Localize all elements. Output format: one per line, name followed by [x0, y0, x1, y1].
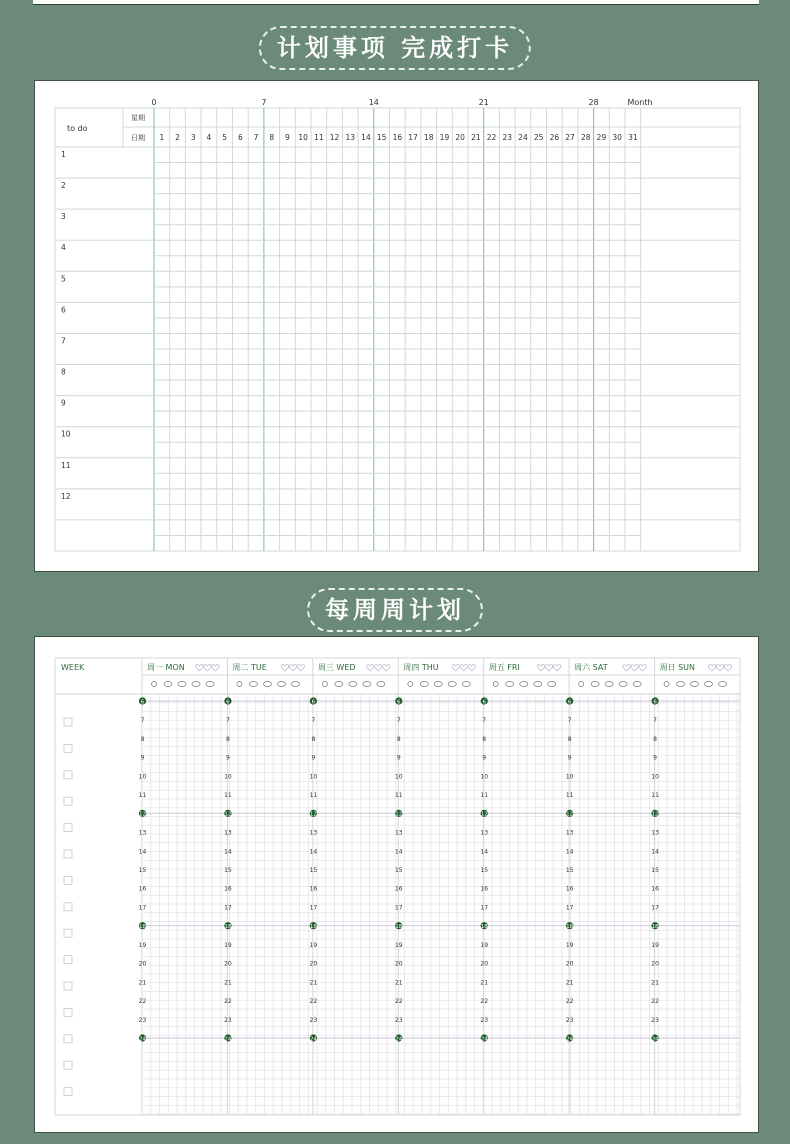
heart-icon: [537, 665, 544, 671]
heart-icon: [383, 665, 390, 671]
hour-label: 10: [138, 773, 147, 781]
weather-cloud-icon: [462, 682, 470, 687]
date-label: 8: [269, 133, 275, 142]
hour-label: 20: [651, 960, 659, 968]
weather-cloud-icon: [178, 682, 186, 687]
hour-label: 11: [651, 792, 659, 800]
date-label: 12: [329, 133, 340, 142]
hour-label: 22: [394, 998, 403, 1006]
task-row-number: 8: [61, 367, 66, 377]
hour-label-highlight: 18: [651, 923, 659, 930]
heart-icon: [545, 665, 552, 671]
hour-label: 15: [138, 867, 147, 874]
todo-checkbox: [64, 876, 72, 884]
hour-label-highlight: 6: [482, 699, 486, 706]
date-label: 21: [471, 133, 481, 142]
sun-icon: [664, 682, 669, 687]
task-row-number: 1: [61, 150, 66, 159]
task-row-number: 4: [61, 243, 66, 253]
hour-label: 16: [138, 885, 147, 893]
sun-icon: [152, 682, 157, 687]
week-marker: 28: [588, 98, 599, 107]
weekly-planner-sheet: [35, 637, 758, 1132]
hour-label: 23: [138, 1016, 147, 1024]
hour-label: 8: [653, 735, 657, 743]
date-label: 14: [361, 133, 371, 142]
todo-checkbox: [64, 1088, 72, 1096]
date-label: 6: [237, 133, 243, 142]
tracker-frame: [55, 108, 740, 551]
hour-label-highlight: 12: [309, 811, 317, 818]
weather-cloud-icon: [164, 682, 172, 687]
hour-label: 19: [224, 941, 232, 949]
weather-cloud-icon: [548, 682, 556, 687]
hour-label: 10: [309, 773, 318, 781]
hour-label: 16: [394, 885, 403, 893]
heart-icon: [297, 665, 304, 671]
heart-icon: [375, 665, 382, 671]
hour-label: 23: [565, 1016, 574, 1024]
hour-label: 10: [565, 773, 574, 781]
hour-label: 13: [309, 829, 318, 837]
weather-cloud-icon: [591, 682, 599, 687]
hour-label: 9: [311, 754, 316, 762]
hour-label-highlight: 6: [567, 699, 572, 706]
date-label: 11: [314, 133, 324, 142]
date-row-label: 日期: [131, 134, 145, 142]
hour-label: 15: [651, 867, 659, 874]
todo-checkbox: [64, 850, 72, 858]
hour-label-highlight: 12: [139, 811, 146, 818]
hour-label: 11: [565, 792, 574, 800]
hour-label: 22: [651, 998, 659, 1006]
weather-cloud-icon: [677, 682, 685, 687]
hour-label: 14: [565, 848, 574, 856]
hour-label: 14: [480, 848, 489, 856]
hour-label-highlight: 24: [309, 1036, 317, 1043]
date-label: 1: [159, 133, 165, 142]
hour-label: 9: [140, 754, 145, 762]
weather-cloud-icon: [705, 682, 713, 687]
hour-label: 7: [226, 717, 230, 725]
date-label: 19: [439, 133, 450, 142]
day-label: 周四 THU: [403, 663, 439, 672]
hour-label: 17: [138, 904, 147, 912]
todo-checkbox: [64, 903, 72, 911]
hour-label: 17: [224, 904, 232, 912]
hour-label: 8: [140, 735, 145, 743]
hour-label: 19: [394, 941, 403, 949]
hour-label: 10: [394, 773, 403, 781]
weather-cloud-icon: [534, 682, 542, 687]
task-row-number: 9: [61, 398, 66, 408]
habit-tracker-grid: [35, 81, 758, 571]
hour-label: 21: [309, 979, 318, 987]
weather-cloud-icon: [263, 682, 271, 687]
todo-checkbox: [64, 1061, 72, 1069]
sun-icon: [237, 682, 242, 687]
hour-label: 13: [480, 829, 489, 837]
date-label: 10: [298, 133, 308, 142]
hour-label-highlight: 12: [651, 811, 659, 818]
todo-checkbox: [64, 1035, 72, 1043]
hour-label: 19: [138, 941, 147, 949]
hour-label-highlight: 6: [140, 699, 145, 706]
todo-checkbox: [64, 744, 72, 752]
hour-label: 21: [651, 979, 659, 987]
hour-label: 23: [309, 1016, 318, 1024]
todo-checkbox: [64, 1008, 72, 1016]
weather-cloud-icon: [691, 682, 699, 687]
sun-icon: [493, 682, 498, 687]
date-label: 7: [253, 133, 259, 142]
hour-label-highlight: 12: [480, 811, 488, 818]
hour-label: 23: [651, 1016, 659, 1024]
weather-cloud-icon: [206, 682, 214, 687]
hour-label: 20: [309, 960, 318, 968]
hour-label: 19: [651, 941, 659, 949]
sun-icon: [408, 682, 413, 687]
weather-cloud-icon: [363, 682, 371, 687]
heart-icon: [460, 665, 467, 671]
hour-label: 13: [138, 829, 147, 837]
hour-label: 8: [567, 735, 572, 743]
todo-checkbox: [64, 824, 72, 832]
section-title-weekly: 每周周计划: [307, 588, 483, 632]
hour-label: 19: [309, 941, 318, 949]
date-label: 30: [612, 133, 622, 142]
hour-label: 9: [482, 754, 487, 762]
date-label: 9: [285, 133, 290, 142]
heart-icon: [631, 665, 638, 671]
week-marker: 14: [368, 98, 379, 107]
date-label: 22: [486, 133, 497, 142]
hour-label: 22: [138, 998, 147, 1006]
date-label: 5: [222, 133, 228, 142]
heart-icon: [289, 665, 296, 671]
hour-label: 10: [480, 773, 489, 781]
hour-label-highlight: 18: [395, 923, 403, 930]
heart-icon: [623, 665, 630, 671]
top-page-strip: [33, 0, 759, 5]
weather-cloud-icon: [420, 682, 428, 687]
hour-label: 23: [480, 1016, 489, 1024]
hour-label: 8: [396, 735, 401, 743]
date-label: 28: [580, 133, 591, 142]
heart-icon: [204, 665, 211, 671]
hour-label-highlight: 24: [651, 1036, 659, 1043]
week-marker: 0: [151, 98, 157, 107]
weather-cloud-icon: [249, 682, 257, 687]
hour-label-highlight: 6: [226, 699, 230, 706]
todo-checkbox: [64, 982, 72, 990]
hour-label-highlight: 24: [395, 1036, 403, 1043]
hour-label-highlight: 12: [566, 811, 574, 818]
weather-cloud-icon: [719, 682, 727, 687]
task-row-number: 12: [61, 491, 71, 501]
hour-label: 13: [565, 829, 574, 837]
weather-cloud-icon: [633, 682, 641, 687]
date-label: 26: [549, 133, 560, 142]
hour-label: 15: [224, 867, 232, 874]
day-label: 周二 TUE: [232, 663, 267, 672]
weather-cloud-icon: [434, 682, 442, 687]
hour-label: 8: [311, 735, 316, 743]
hour-label: 14: [138, 848, 147, 856]
hour-label: 8: [482, 735, 487, 743]
week-label: WEEK: [61, 663, 85, 672]
task-row-number: 3: [61, 212, 66, 222]
hour-label: 21: [480, 979, 489, 987]
hour-label: 20: [480, 960, 489, 968]
hour-label: 13: [394, 829, 403, 837]
hour-label: 14: [224, 848, 232, 856]
date-label: 2: [175, 133, 180, 142]
weather-cloud-icon: [448, 682, 456, 687]
hour-label: 11: [480, 792, 489, 800]
hour-label: 15: [480, 867, 489, 874]
month-label: Month: [627, 98, 653, 107]
hour-label: 10: [651, 773, 659, 781]
hour-label: 20: [224, 960, 232, 968]
hour-label: 14: [394, 848, 403, 856]
hour-label: 16: [309, 885, 318, 893]
todo-checkbox: [64, 718, 72, 726]
todo-checkbox: [64, 797, 72, 805]
hour-label: 16: [565, 885, 574, 893]
weather-cloud-icon: [619, 682, 627, 687]
hour-label-highlight: 18: [566, 923, 574, 930]
heart-icon: [639, 665, 646, 671]
hour-label: 19: [480, 941, 489, 949]
weather-cloud-icon: [335, 682, 343, 687]
day-label: 周六 SAT: [574, 663, 608, 672]
hour-label: 13: [651, 829, 659, 837]
hour-label: 22: [309, 998, 318, 1006]
hour-label: 11: [138, 792, 147, 800]
hour-label: 7: [567, 717, 572, 725]
day-label: 周三 WED: [317, 663, 356, 672]
hour-label: 7: [482, 717, 487, 725]
date-label: 16: [392, 133, 403, 142]
hour-label-highlight: 6: [397, 699, 401, 706]
date-label: 17: [408, 133, 418, 142]
hour-label: 15: [309, 867, 318, 874]
hour-label-highlight: 18: [480, 923, 488, 930]
task-row-number: 6: [61, 305, 66, 315]
date-label: 24: [518, 133, 528, 142]
week-marker: 7: [261, 98, 267, 107]
hour-label: 21: [394, 979, 403, 987]
hour-label: 22: [480, 998, 489, 1006]
date-label: 4: [206, 133, 212, 142]
hour-label: 22: [565, 998, 574, 1006]
week-row-label: 星期: [131, 114, 145, 122]
todo-checkbox: [64, 771, 72, 779]
heart-icon: [281, 665, 288, 671]
hour-label-highlight: 18: [309, 923, 317, 930]
task-row-number: 10: [61, 429, 71, 439]
hour-label: 21: [224, 979, 232, 987]
hour-label: 9: [226, 754, 230, 762]
hour-label: 16: [651, 885, 659, 893]
hour-label: 15: [565, 867, 574, 874]
task-row-number: 11: [61, 460, 71, 470]
day-label: 周五 FRI: [488, 663, 520, 672]
date-label: 27: [565, 133, 575, 142]
hour-label: 7: [311, 717, 316, 725]
date-label: 29: [596, 133, 607, 142]
hour-label: 10: [224, 773, 232, 781]
hour-label-highlight: 6: [311, 699, 316, 706]
day-label: 周日 SUN: [659, 663, 696, 672]
hour-label: 14: [309, 848, 318, 856]
hour-label: 17: [480, 904, 489, 912]
hour-label: 23: [394, 1016, 403, 1024]
hour-label-highlight: 24: [224, 1036, 232, 1043]
hour-label: 15: [394, 867, 403, 874]
hour-label: 19: [565, 941, 574, 949]
date-label: 13: [345, 133, 356, 142]
hour-label: 14: [651, 848, 659, 856]
hour-label: 22: [224, 998, 232, 1006]
heart-icon: [367, 665, 374, 671]
hour-label: 17: [651, 904, 659, 912]
date-label: 15: [376, 133, 387, 142]
hour-label: 11: [224, 792, 232, 800]
heart-icon: [212, 665, 219, 671]
hour-label: 20: [138, 960, 147, 968]
hour-label: 17: [565, 904, 574, 912]
hour-label-highlight: 6: [653, 699, 657, 706]
habit-tracker-sheet: [35, 81, 758, 571]
heart-icon: [708, 665, 715, 671]
hour-label-highlight: 18: [139, 923, 146, 930]
hour-label: 9: [567, 754, 572, 762]
heart-icon: [452, 665, 459, 671]
weather-cloud-icon: [291, 682, 299, 687]
hour-label-highlight: 24: [566, 1036, 574, 1043]
date-label: 20: [455, 133, 465, 142]
weather-cloud-icon: [277, 682, 285, 687]
hour-label: 17: [309, 904, 318, 912]
hour-label: 17: [394, 904, 403, 912]
hour-label: 9: [396, 754, 401, 762]
hour-label: 21: [565, 979, 574, 987]
weather-cloud-icon: [192, 682, 200, 687]
sun-icon: [322, 682, 327, 687]
hour-label: 23: [224, 1016, 232, 1024]
hour-label: 20: [394, 960, 403, 968]
hour-label: 8: [226, 735, 230, 743]
hour-label: 7: [653, 717, 657, 725]
date-label: 3: [190, 133, 196, 142]
hour-label-highlight: 18: [224, 923, 232, 930]
hour-label-highlight: 12: [395, 811, 403, 818]
heart-icon: [716, 665, 723, 671]
section-title-tracker: 计划事项 完成打卡: [259, 26, 531, 70]
weather-cloud-icon: [349, 682, 357, 687]
hour-label: 11: [309, 792, 318, 800]
todo-checkbox: [64, 956, 72, 964]
hour-label: 7: [396, 717, 401, 725]
hour-label-highlight: 24: [480, 1036, 488, 1043]
todo-checkbox: [64, 929, 72, 937]
hour-label: 7: [140, 717, 145, 725]
weekly-planner-grid: [35, 637, 758, 1132]
date-label: 23: [502, 133, 513, 142]
heart-icon: [468, 665, 475, 671]
task-row-number: 2: [61, 181, 66, 191]
week-marker: 21: [478, 98, 489, 107]
hour-label-highlight: 12: [224, 811, 232, 818]
date-label: 31: [628, 133, 638, 142]
weather-cloud-icon: [605, 682, 613, 687]
task-row-number: 7: [61, 336, 66, 346]
hour-label: 21: [138, 979, 147, 987]
day-label: 周一 MON: [147, 663, 185, 672]
hour-label: 20: [565, 960, 574, 968]
hour-label: 13: [224, 829, 232, 837]
heart-icon: [724, 665, 731, 671]
todo-label: to do: [67, 124, 88, 133]
weather-cloud-icon: [377, 682, 385, 687]
hour-label: 16: [224, 885, 232, 893]
date-label: 18: [423, 133, 434, 142]
hour-label: 9: [653, 754, 657, 762]
date-label: 25: [533, 133, 544, 142]
heart-icon: [553, 665, 560, 671]
hour-label: 11: [394, 792, 403, 800]
hour-label: 16: [480, 885, 489, 893]
task-row-number: 5: [61, 274, 66, 284]
sun-icon: [579, 682, 584, 687]
weather-cloud-icon: [506, 682, 514, 687]
weather-cloud-icon: [520, 682, 528, 687]
heart-icon: [196, 665, 203, 671]
hour-label-highlight: 24: [139, 1036, 146, 1043]
